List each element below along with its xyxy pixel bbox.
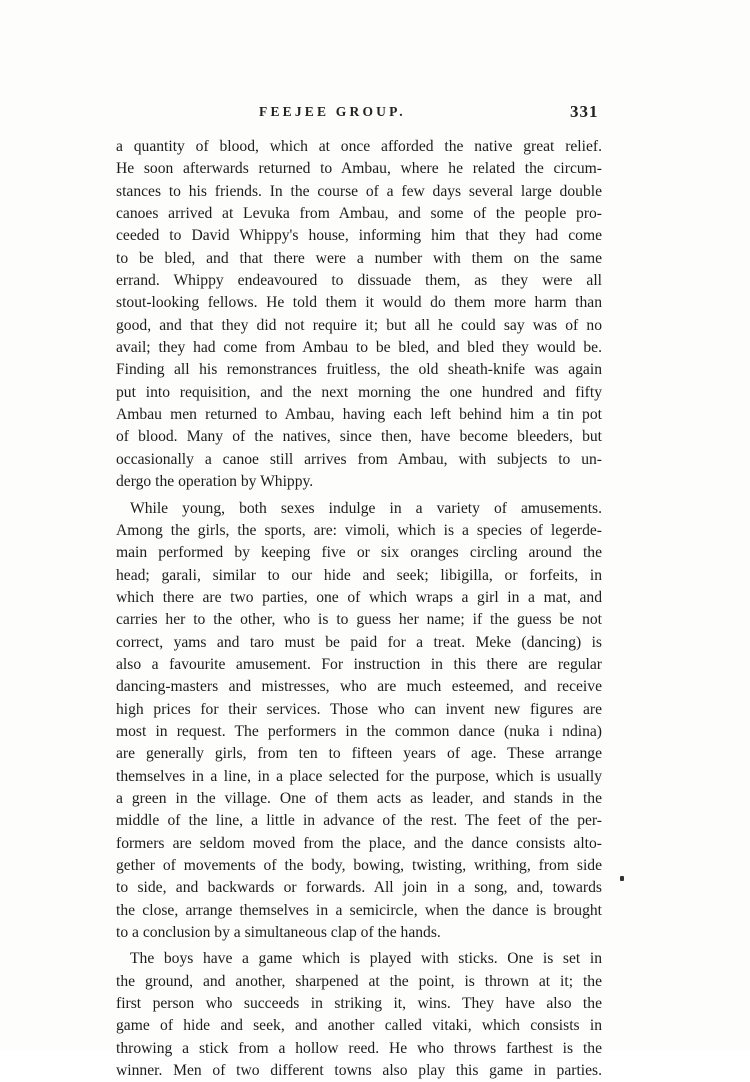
- text-line: Finding all his remonstrances fruitless, the old sheath-knife was again: [116, 361, 602, 379]
- text-line: stout-looking fellows. He told them it would do them more harm than: [116, 294, 602, 312]
- ink-speck: [620, 876, 624, 881]
- text-line: head; garali, similar to our hide and seek; libigilla, or forfeits, in: [116, 566, 602, 584]
- text-line: a quantity of blood, which at once afforded the native great relief.: [116, 138, 602, 155]
- text-line: dancing-masters and mistresses, who are much esteemed, and receive: [116, 678, 602, 696]
- text-line: main performed by keeping five or six oranges circling around the: [116, 544, 602, 562]
- text-line: correct, yams and taro must be paid for a treat. Meke (dancing) is: [116, 633, 602, 651]
- paragraph-1: [116, 136, 602, 494]
- text-line: carries her to the other, who is to guess her name; if the guess be not: [116, 611, 602, 629]
- running-title: FEEJEE GROUP.: [259, 104, 406, 119]
- text-line: dergo the operation by Whippy.: [116, 473, 314, 491]
- text-line: occasionally a canoe still arrives from Ambau, with subjects to un-: [116, 450, 602, 468]
- text-line: good, and that they did not require it; but all he could say was of no: [116, 316, 602, 334]
- text-line: put into requisition, and the next morning the one hundred and fifty: [116, 383, 602, 401]
- text-line: to a conclusion by a simultaneous clap of the hands.: [116, 924, 441, 942]
- text-line: game of hide and seek, and another called vitaki, which consists in: [116, 1017, 602, 1035]
- text-line: stances to his friends. In the course of a few days several large double: [116, 182, 602, 200]
- text-line: canoes arrived at Levuka from Ambau, and some of the people pro-: [116, 205, 602, 223]
- text-line: themselves in a line, in a place selected for the purpose, which is usually: [116, 767, 602, 785]
- text-line: high prices for their services. Those who can invent new figures are: [116, 700, 602, 718]
- text-line: to side, and backwards or forwards. All join in a song, and, towards: [116, 879, 602, 897]
- text-line: While young, both sexes indulge in a variety of amusements.: [130, 499, 602, 517]
- text-line: most in request. The performers in the common dance (nuka i ndina): [116, 722, 602, 740]
- text-line: which there are two parties, one of which wraps a girl in a mat, and: [116, 588, 602, 606]
- text-line: are generally girls, from ten to fifteen years of age. These arrange: [116, 745, 602, 763]
- text-line: of blood. Many of the natives, since then, have become bleeders, but: [116, 428, 602, 446]
- text-line: Among the girls, the sports, are: vimoli, which is a species of legerde-: [116, 521, 602, 539]
- text-line: the close, arrange themselves in a semicircle, when the dance is brought: [116, 901, 602, 919]
- text-line: errand. Whippy endeavoured to dissuade them, as they were all: [116, 272, 602, 290]
- text-line: avail; they had come from Ambau to be bled, and bled they would be.: [116, 339, 602, 357]
- text-line: ceeded to David Whippy's house, informing him that they had come: [116, 227, 602, 245]
- text-line: first person who succeeds in striking it, wins. They have also the: [116, 995, 602, 1013]
- paragraph-2: [116, 498, 602, 945]
- text-line: middle of the line, a little in advance of the rest. The feet of the per-: [116, 812, 602, 830]
- text-line: to be bled, and that there were a number with them on the same: [116, 249, 602, 267]
- text-line: formers are seldom moved from the place, and the dance consists alto-: [116, 834, 602, 852]
- text-line: also a favourite amusement. For instruction in this there are regular: [116, 655, 602, 673]
- text-line: winner. Men of two different towns also play this game in parties.: [116, 1062, 602, 1080]
- paragraph-3: [116, 948, 602, 1082]
- text-line: The boys have a game which is played with sticks. One is set in: [130, 950, 602, 968]
- text-line: He soon afterwards returned to Ambau, where he related the circum-: [116, 160, 602, 178]
- text-line: a green in the village. One of them acts as leader, and stands in the: [116, 789, 602, 807]
- text-line: Ambau men returned to Ambau, having each left behind him a tin pot: [116, 406, 602, 424]
- text-line: the ground, and another, sharpened at the point, is thrown at it; the: [116, 972, 602, 990]
- body-text: [116, 136, 602, 1082]
- text-line: gether of movements of the body, bowing, twisting, writhing, from side: [116, 857, 602, 874]
- page-number: 331: [570, 102, 599, 121]
- text-line: throwing a stick from a hollow reed. He who throws farthest is the: [116, 1039, 602, 1057]
